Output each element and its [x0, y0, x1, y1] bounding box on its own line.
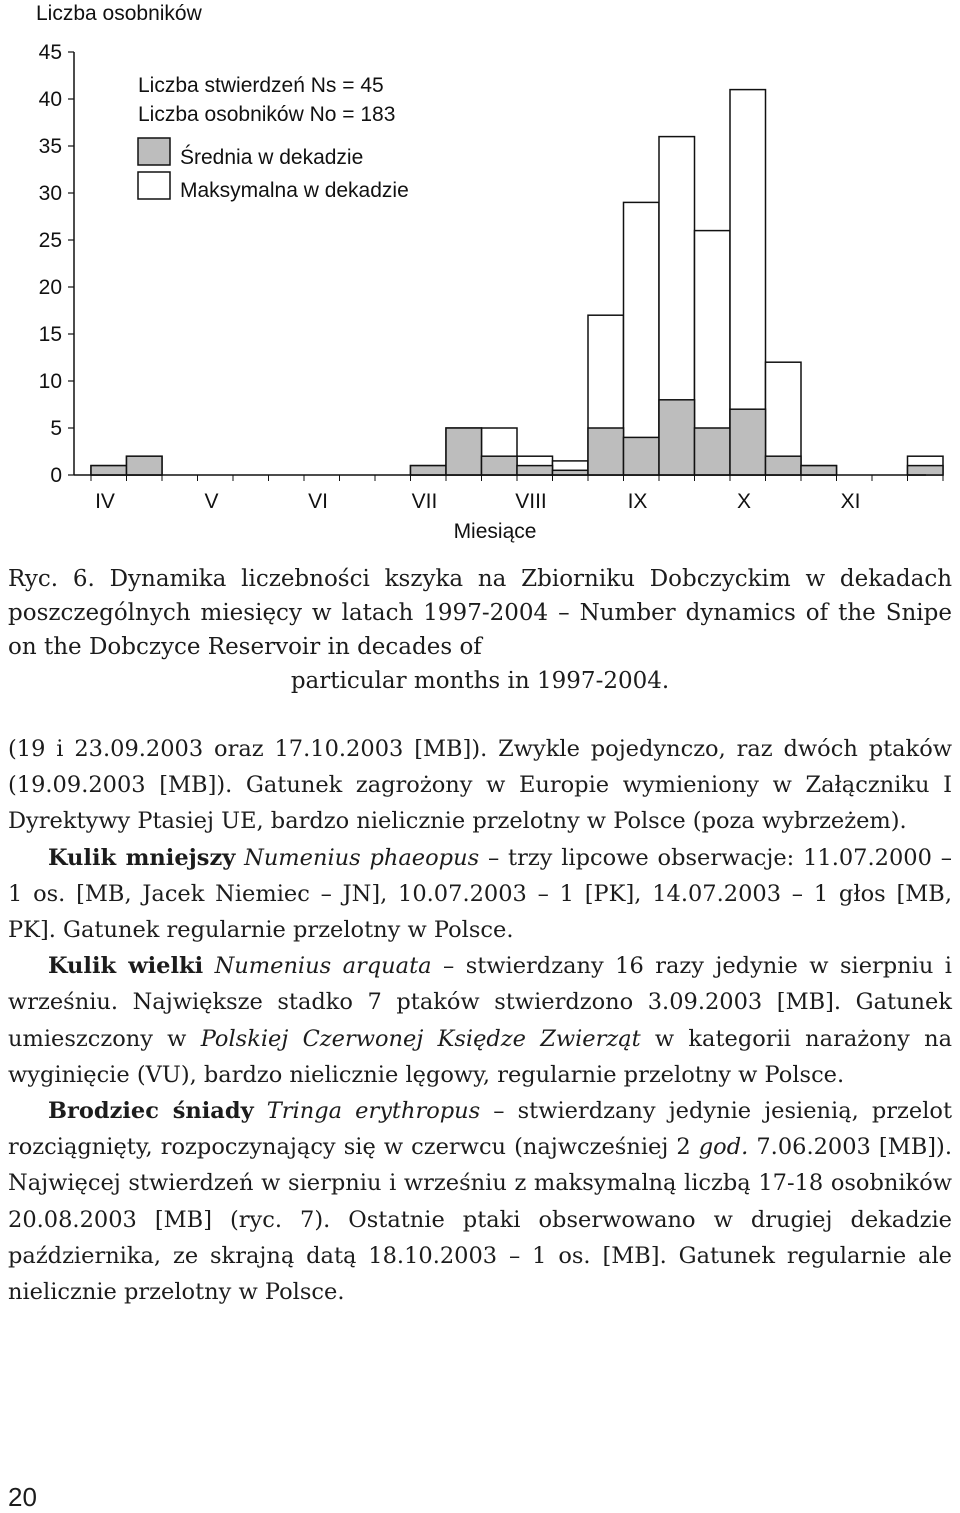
bar-avg-decade: [695, 428, 731, 475]
legend-avg-swatch: [138, 138, 170, 165]
bar-avg-decade: [908, 466, 944, 475]
species-name: Kulik mniejszy: [48, 844, 236, 871]
species-latin-name: Numenius arquata: [214, 953, 432, 980]
y-tick-label: 35: [38, 135, 62, 158]
x-month-label: VIII: [515, 490, 547, 513]
bar-avg-decade: [588, 428, 624, 475]
legend-max-label: Maksymalna w dekadzie: [180, 179, 409, 202]
caption-label: Ryc. 6.: [8, 566, 95, 592]
bar-avg-decade: [127, 456, 163, 475]
x-month-label: VI: [308, 490, 328, 513]
legend: [138, 138, 409, 202]
y-tick-label: 20: [38, 276, 62, 299]
species-description: – stwierdzany jedynie jesienią, przelot rozciągnięty, rozpoczynający się w czerwcu (najwcześniej 2: [8, 1098, 953, 1161]
y-tick-label: 15: [38, 323, 62, 346]
x-month-label: XI: [840, 490, 861, 513]
y-tick-label: 5: [50, 417, 62, 440]
bar-avg-decade: [482, 456, 518, 475]
y-tick-label: 0: [50, 464, 62, 487]
bar-avg-decade: [91, 466, 127, 475]
x-axis-month-labels: [95, 490, 860, 513]
legend-max-swatch: [138, 172, 170, 199]
bar-max-decade: [624, 202, 660, 475]
bar-avg-decade: [801, 466, 837, 475]
species-latin-name: Numenius phaeopus: [244, 844, 480, 871]
species-description: – stwierdzany 16 razy jedynie w sierpniu i wrześniu. Największe stadko 7 ptaków stwierdzono 3.09.2003 [MB]. Gatunek umieszczony w: [8, 953, 952, 1052]
species-name: Brodziec śniady: [48, 1098, 254, 1125]
caption-text: Dynamika liczebności kszyka na Zbiorniku Dobczyckim w dekadach poszczególnych miesięcy w latach 1997-2004 – Number dynamics of the Snipe on the Dobczyce Reservoir in decades of: [8, 566, 953, 660]
y-axis-ticks: [39, 41, 74, 487]
info-line-stwierdzenia: Liczba stwierdzeń Ns = 45: [138, 74, 384, 97]
info-line-osobniki: Liczba osobników No = 183: [138, 103, 396, 126]
x-month-label: X: [736, 490, 752, 513]
bar-avg-decade: [766, 456, 802, 475]
y-tick-label: 40: [38, 88, 62, 111]
paragraph-kulik-wielki: [8, 948, 952, 1093]
species-description-cont: w kategorii narażony na wyginięcie (VU), bardzo nielicznie lęgowy, regularnie przelotny w Polsce.: [8, 1025, 952, 1088]
body-text: [8, 731, 952, 1310]
bar-chart: [0, 0, 960, 560]
legend-avg-label: Średnia w dekadzie: [180, 146, 364, 169]
page-number: 20: [8, 1482, 37, 1512]
species-name: Kulik wielki: [48, 953, 204, 980]
bar-avg-decade: [446, 428, 482, 475]
paragraph-brodziec-sniady: [8, 1093, 952, 1310]
y-tick-label: 25: [38, 229, 62, 252]
bar-avg-decade: [659, 400, 695, 475]
caption-last-line: particular months in 1997-2004.: [290, 668, 670, 694]
y-axis-title: Liczba osobników: [36, 2, 202, 25]
x-month-label: IV: [95, 490, 115, 513]
x-month-label: V: [204, 490, 219, 513]
book-title: Polskiej Czerwonej Księdze Zwierząt: [200, 1025, 641, 1052]
abbreviation-god: god.: [698, 1134, 749, 1161]
chart-info-box: [138, 74, 395, 126]
bar-avg-decade: [624, 437, 660, 475]
bar-avg-decade: [517, 466, 553, 475]
bar-avg-decade: [411, 466, 447, 475]
x-axis-title: Miesiące: [453, 520, 537, 543]
y-tick-label: 10: [38, 370, 62, 393]
y-tick-label: 45: [38, 41, 62, 64]
paragraph-kulik-mniejszy: [8, 840, 952, 949]
x-axis-ticks: [91, 475, 943, 481]
species-description: – trzy lipcowe obserwacje: 11.07.2000 – 1 os. [MB, Jacek Niemiec – JN], 10.07.2003 – 1 [PK], 14.07.2003 – 1 głos [MB, PK]. Gatunek regularnie przelotny w Polsce.: [8, 844, 952, 944]
species-latin-name: Tringa erythropus: [266, 1098, 481, 1125]
x-month-label: IX: [627, 490, 648, 513]
x-month-label: VII: [411, 490, 438, 513]
bar-avg-decade: [730, 409, 766, 475]
species-description-cont: 7.06.2003 [MB]). Najwięcej stwierdzeń w sierpniu i wrześniu z maksymalną liczbą 17-18 osobników 20.08.2003 [MB] (ryc. 7). Ostatnie ptaki obserwowano w drugiej dekadzie października, ze skrajną datą 18.10.2003 – 1 os. [MB]. Gatunek regularnie ale nielicznie przelotny w Polsce.: [8, 1134, 952, 1306]
y-tick-label: 30: [38, 182, 62, 205]
paragraph-continuation: (19 i 23.09.2003 oraz 17.10.2003 [MB]). Zwykle pojedynczo, raz dwóch ptaków (19.09.2003 [MB]). Gatunek zagrożony w Europie wymieniony w Załączniku I Dyrektywy Ptasiej UE, bardzo nielicznie przelotny w Polsce (poza wybrzeżem).: [8, 736, 952, 835]
figure-caption: [8, 562, 952, 698]
